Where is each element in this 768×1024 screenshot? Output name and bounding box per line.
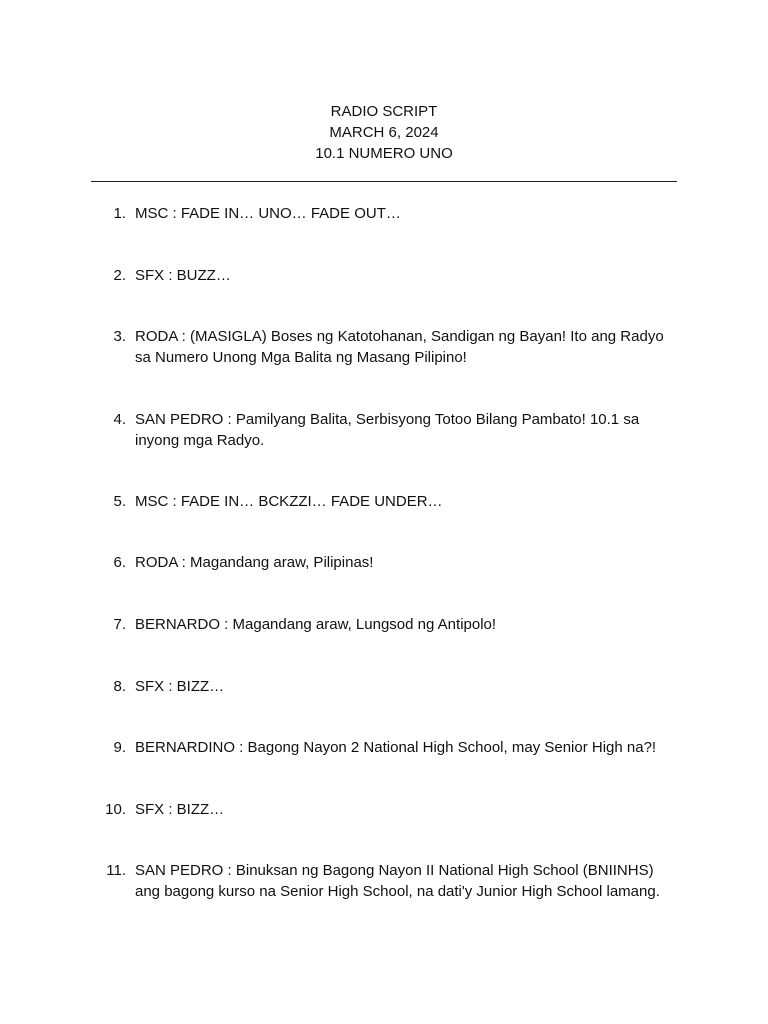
script-title: RADIO SCRIPT bbox=[330, 103, 438, 120]
line-text: SFX : BUZZ… bbox=[135, 267, 231, 284]
script-header bbox=[0, 101, 768, 164]
line-number: 7. bbox=[113, 616, 126, 633]
line-text: MSC : FADE IN… BCKZZI… FADE UNDER… bbox=[135, 493, 443, 510]
line-number: 1. bbox=[113, 205, 126, 222]
line-number: 10. bbox=[105, 801, 126, 818]
line-text: BERNARDINO : Bagong Nayon 2 National High School, may Senior High na?! bbox=[135, 739, 657, 756]
line-number: 2. bbox=[113, 267, 126, 284]
line-number: 3. bbox=[113, 328, 126, 345]
line-number: 4. bbox=[113, 411, 126, 428]
line-number: 8. bbox=[113, 678, 126, 695]
line-text: SFX : BIZZ… bbox=[135, 801, 225, 818]
line-number: 9. bbox=[113, 739, 126, 756]
line-number: 6. bbox=[113, 554, 126, 571]
line-text: SAN PEDRO : Binuksan ng Bagong Nayon II National High School (BNIINHS) ang bagong kurso na Senior High School, na dati'y Junior High School lamang. bbox=[135, 862, 660, 900]
station-name: 10.1 NUMERO UNO bbox=[315, 145, 453, 162]
line-text: SFX : BIZZ… bbox=[135, 678, 225, 695]
script-date: MARCH 6, 2024 bbox=[329, 124, 439, 141]
line-text: RODA : (MASIGLA) Boses ng Katotohanan, Sandigan ng Bayan! Ito ang Radyo sa Numero Unong Mga Balita ng Masang Pilipino! bbox=[135, 328, 664, 366]
line-text: MSC : FADE IN… UNO… FADE OUT… bbox=[135, 205, 401, 222]
line-text: BERNARDO : Magandang araw, Lungsod ng Antipolo! bbox=[135, 616, 497, 633]
line-text: SAN PEDRO : Pamilyang Balita, Serbisyong Totoo Bilang Pambato! 10.1 sa inyong mga Radyo. bbox=[135, 411, 640, 449]
line-text: RODA : Magandang araw, Pilipinas! bbox=[135, 554, 374, 571]
line-number: 11. bbox=[106, 862, 126, 879]
line-number: 5. bbox=[113, 493, 126, 510]
header-divider bbox=[91, 181, 677, 182]
